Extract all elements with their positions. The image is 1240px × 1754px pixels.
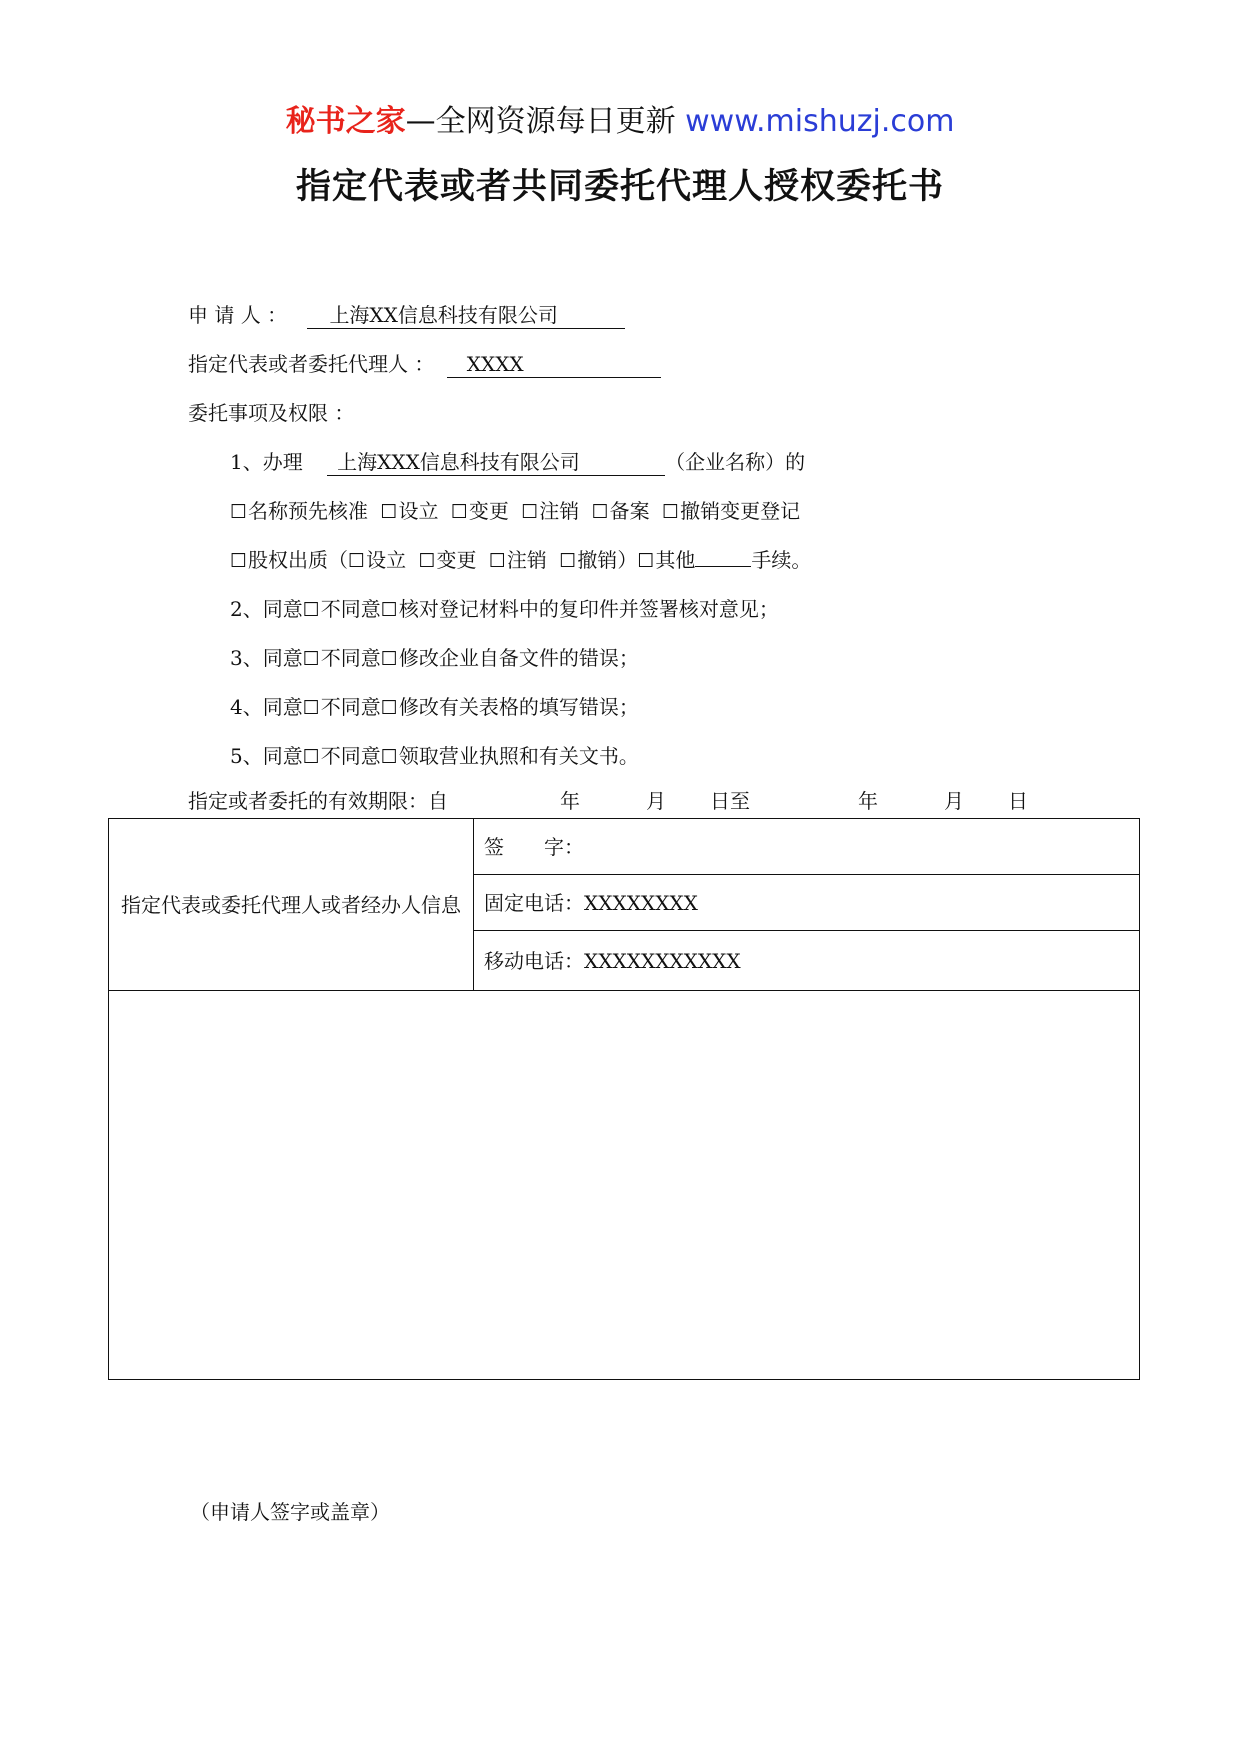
item1-company: 上海XXX信息科技有限公司 xyxy=(337,450,580,474)
options-row2: ☐股权出质（☐设立 ☐变更 ☐注销 ☐撤销）☐其他 手续。 xyxy=(230,545,811,576)
site-banner xyxy=(0,100,1240,144)
checkbox-icon[interactable]: ☐ xyxy=(302,697,320,719)
other-field[interactable] xyxy=(695,566,751,567)
item4-line: 4、同意☐不同意☐修改有关表格的填写错误； xyxy=(230,692,639,723)
scope-label: 委托事项及权限 ： xyxy=(188,401,355,425)
phone-value: XXXXXXXX xyxy=(584,890,698,915)
item5-line: 5、同意☐不同意☐领取营业执照和有关文书。 xyxy=(230,741,639,772)
option-change[interactable]: ☐变更 xyxy=(451,499,509,523)
checkbox-icon[interactable]: ☐ xyxy=(302,648,320,670)
checkbox-icon[interactable]: ☐ xyxy=(380,746,398,768)
banner-url[interactable]: www.mishuzj.com xyxy=(685,104,955,139)
option-establish[interactable]: ☐设立 xyxy=(380,499,438,523)
mobile-label: 移动电话： xyxy=(484,948,584,973)
option-record[interactable]: ☐备案 xyxy=(592,499,650,523)
option-name-precheck[interactable]: ☐名称预先核准 xyxy=(230,499,368,523)
checkbox-icon[interactable]: ☐ xyxy=(662,501,680,523)
validity-day-end: 日 xyxy=(1008,789,1028,813)
pledge-option-revoke[interactable]: ☐撤销 xyxy=(559,548,617,572)
agent-value: XXXX xyxy=(466,352,524,376)
mobile-value: XXXXXXXXXXX xyxy=(584,948,741,973)
validity-month-start: 月 xyxy=(646,789,666,813)
options-row1 xyxy=(230,496,800,527)
document-title: 指定代表或者共同委托代理人授权委托书 xyxy=(295,167,944,207)
validity-month-end: 月 xyxy=(944,789,964,813)
checkbox-icon[interactable]: ☐ xyxy=(230,501,248,523)
checkbox-icon[interactable]: ☐ xyxy=(591,501,609,523)
signature-note: （申请人签字或盖章） xyxy=(190,1500,390,1524)
item1-company-field[interactable] xyxy=(327,449,665,476)
applicant-line xyxy=(188,300,625,330)
signature-cell[interactable] xyxy=(474,819,1140,875)
pledge-option-establish[interactable]: ☐设立 xyxy=(348,548,406,572)
checkbox-icon[interactable]: ☐ xyxy=(380,648,398,670)
banner-brand: 秘书之家 xyxy=(285,104,406,139)
checkbox-icon[interactable]: ☐ xyxy=(302,746,320,768)
validity-day-start: 日至 xyxy=(710,789,750,813)
checkbox-icon[interactable]: ☐ xyxy=(418,550,436,572)
applicant-value: 上海XX信息科技有限公司 xyxy=(329,303,558,327)
agent-field[interactable] xyxy=(447,351,661,378)
checkbox-icon[interactable]: ☐ xyxy=(559,550,577,572)
signature-label: 签 字： xyxy=(484,834,584,859)
checkbox-icon[interactable]: ☐ xyxy=(521,501,539,523)
item3-line: 3、同意☐不同意☐修改企业自备文件的错误； xyxy=(230,643,639,674)
checkbox-icon[interactable]: ☐ xyxy=(380,599,398,621)
blank-content-area[interactable] xyxy=(109,991,1139,1379)
checkbox-icon[interactable]: ☐ xyxy=(450,501,468,523)
agent-info-table xyxy=(108,818,1140,1380)
agent-info-label: 指定代表或委托代理人或者经办人信息 xyxy=(109,819,474,991)
checkbox-icon[interactable]: ☐ xyxy=(380,697,398,719)
checkbox-icon[interactable]: ☐ xyxy=(302,599,320,621)
banner-slogan: —全网资源每日更新 xyxy=(405,104,676,139)
applicant-label: 申 请 人 ： xyxy=(188,303,288,327)
validity-label: 指定或者委托的有效期限：自 xyxy=(188,789,448,813)
option-other[interactable]: ☐其他 xyxy=(637,548,695,572)
pledge-option-cancel[interactable]: ☐注销 xyxy=(489,548,547,572)
validity-year-end: 年 xyxy=(858,789,878,813)
mobile-cell[interactable] xyxy=(474,931,1140,991)
phone-label: 固定电话： xyxy=(484,890,584,915)
checkbox-icon[interactable]: ☐ xyxy=(348,550,366,572)
checkbox-icon[interactable]: ☐ xyxy=(230,550,248,572)
checkbox-icon[interactable]: ☐ xyxy=(380,501,398,523)
pledge-option-change[interactable]: ☐变更 xyxy=(418,548,476,572)
item1-line xyxy=(230,447,805,477)
checkbox-icon[interactable]: ☐ xyxy=(637,550,655,572)
option-revoke-change[interactable]: ☐撤销变更登记 xyxy=(662,499,800,523)
item1-prefix: 1、办理 xyxy=(230,450,303,474)
agent-label: 指定代表或者委托代理人 ： xyxy=(188,352,435,376)
option-equity-pledge[interactable]: ☐股权出质（ xyxy=(230,548,348,572)
item2-line: 2、同意☐不同意☐核对登记材料中的复印件并签署核对意见； xyxy=(230,594,779,625)
applicant-field[interactable] xyxy=(307,302,625,329)
validity-year-start: 年 xyxy=(560,789,580,813)
checkbox-icon[interactable]: ☐ xyxy=(488,550,506,572)
agent-line xyxy=(188,349,661,379)
option-cancel[interactable]: ☐注销 xyxy=(521,499,579,523)
phone-cell[interactable] xyxy=(474,875,1140,931)
item1-suffix: （企业名称）的 xyxy=(665,450,806,474)
